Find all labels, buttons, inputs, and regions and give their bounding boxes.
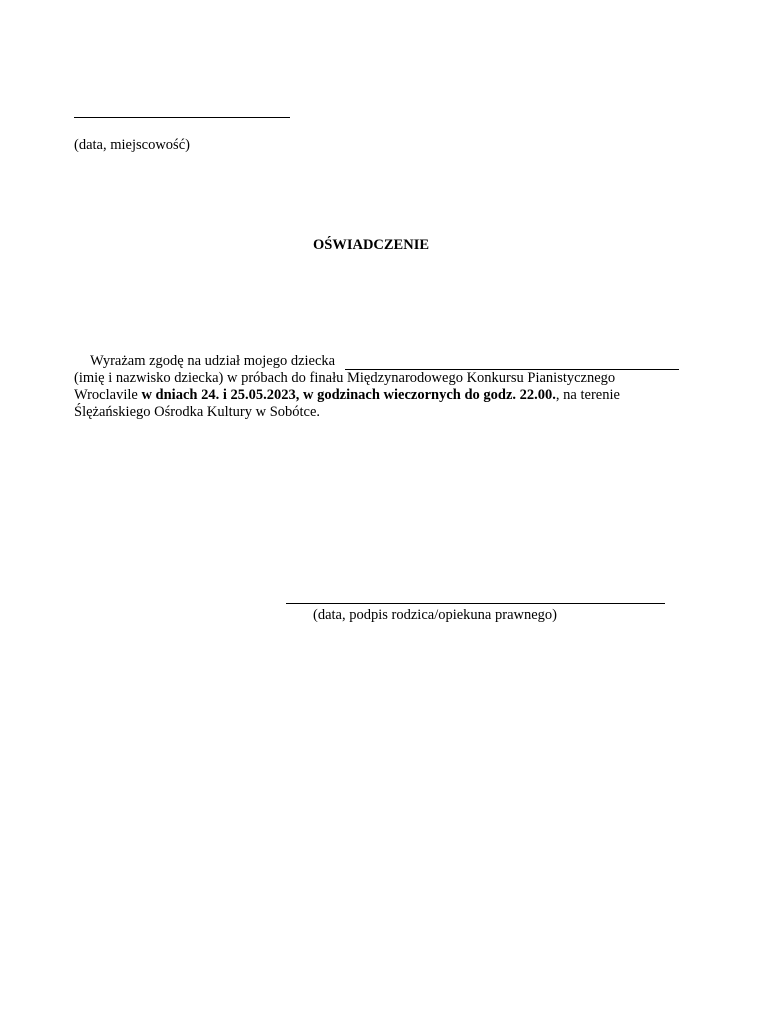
statement-line-1 [74, 353, 714, 370]
date-place-line [74, 117, 290, 118]
statement-city-text: Wroclavile [74, 387, 138, 403]
date-place-caption: (data, miejscowość) [74, 137, 190, 153]
statement-line-3 [74, 387, 714, 404]
statement-consent-text: Wyrażam zgodę na udział mojego dziecka [90, 353, 336, 369]
statement-dates-bold: w dniach 24. i 25.05.2023, w godzinach wieczornych do godz. 22.00. [141, 387, 556, 403]
child-name-fill-line [345, 355, 679, 370]
signature-line [286, 603, 665, 604]
statement-line-4: Ślężańskiego Ośrodka Kultury w Sobótce. [74, 404, 321, 420]
statement-location-lead: , na terenie [555, 387, 620, 403]
statement-paragraph [74, 353, 714, 421]
statement-line-2: (imię i nazwisko dziecka) w próbach do finału Międzynarodowego Konkursu Pianistycznego [74, 370, 616, 386]
document-title: OŚWIADCZENIE [312, 237, 430, 253]
signature-caption: (data, podpis rodzica/opiekuna prawnego) [313, 607, 557, 623]
